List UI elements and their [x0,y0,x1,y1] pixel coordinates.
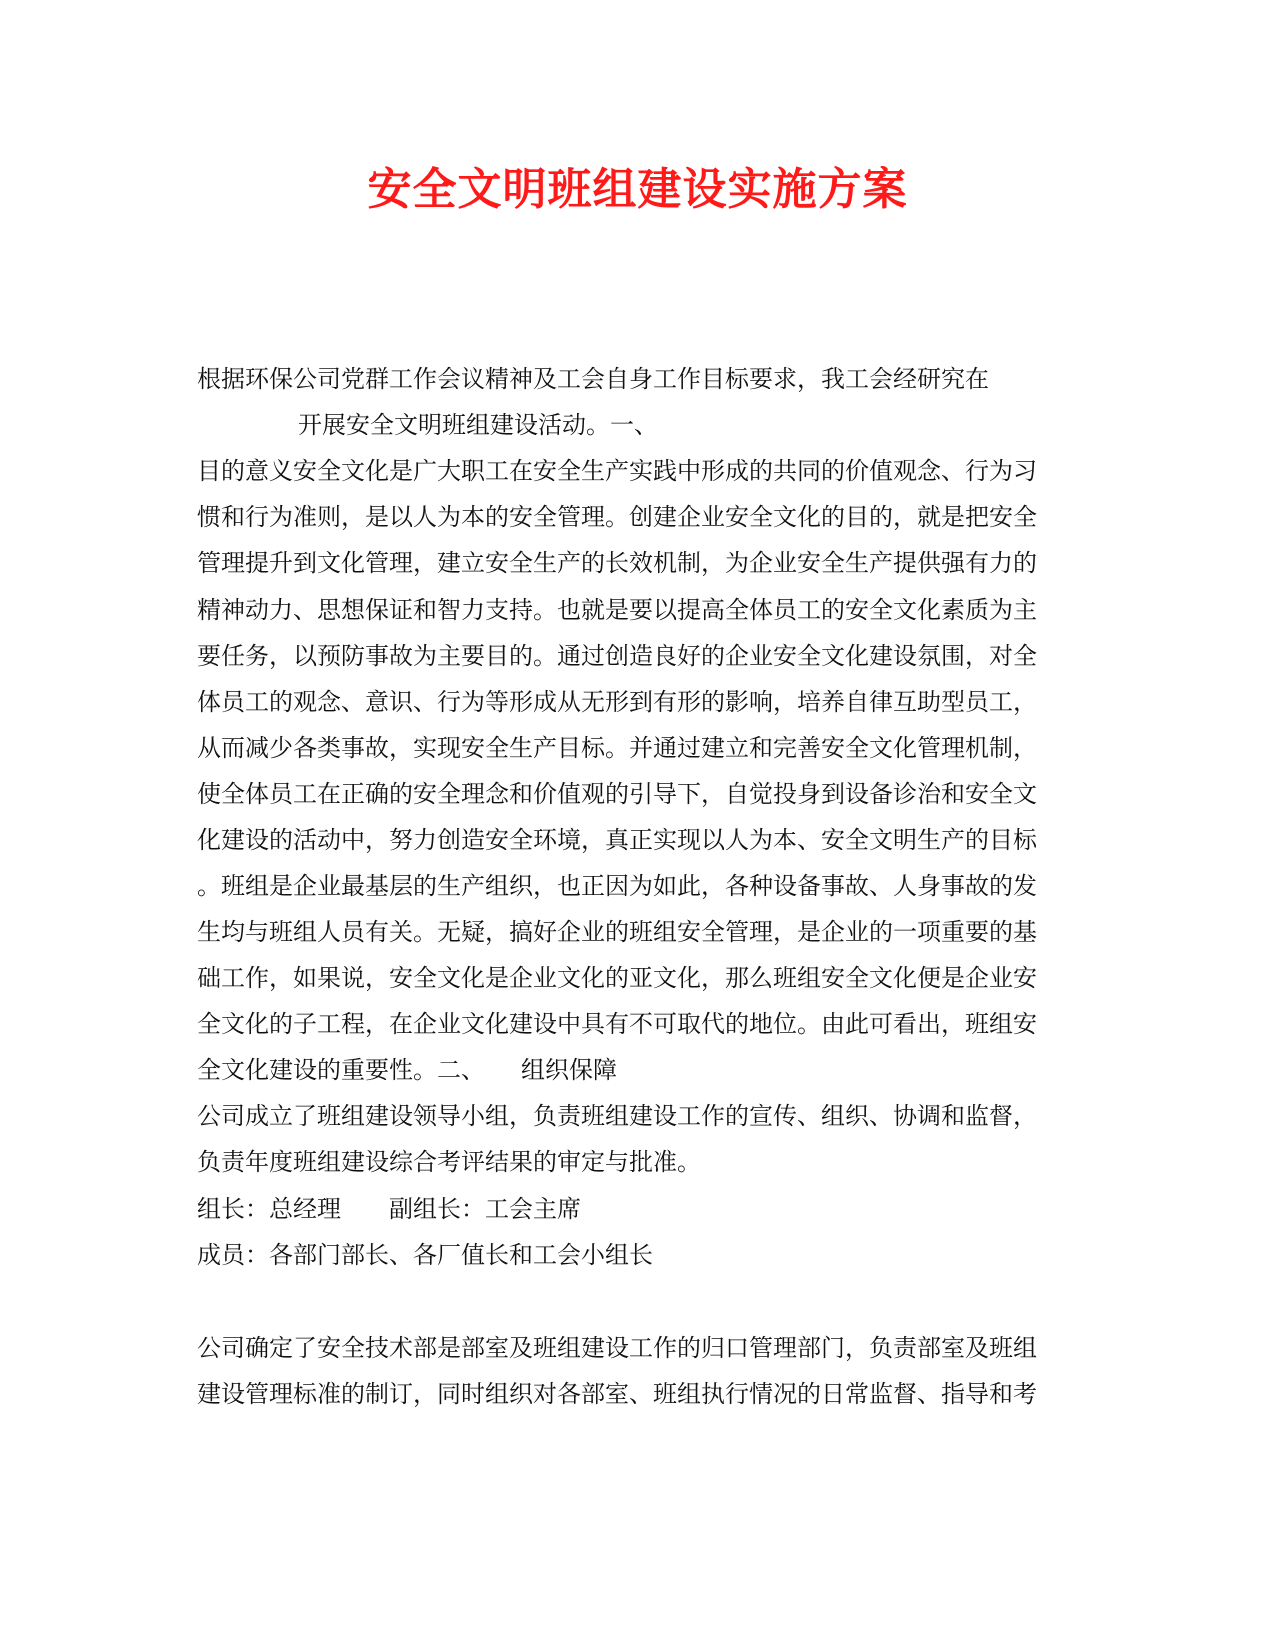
body-line-5: 管理提升到文化管理，建立安全生产的长效机制，为企业安全生产提供强有力的 [197,549,1037,577]
body-line-8: 体员工的观念、意识、行为等形成从无形到有形的影响，培养自律互助型员工， [197,688,1037,716]
body-line-22: 建设管理标准的制订，同时组织对各部室、班组执行情况的日常监督、指导和考 [197,1380,1037,1408]
body-line-7: 要任务，以预防事故为主要目的。通过创造良好的企业安全文化建设氛围，对全 [197,642,1037,670]
body-line-10: 使全体员工在正确的安全理念和价值观的引导下，自觉投身到设备诊治和安全文 [197,780,1037,808]
body-line-18: 负责年度班组建设综合考评结果的审定与批准。 [197,1148,701,1176]
section-heading-organization: 全文化建设的重要性。二、 组织保障 [197,1056,617,1084]
body-line-13: 生均与班组人员有关。无疑，搞好企业的班组安全管理，是企业的一项重要的基 [197,918,1037,946]
body-line-2: 开展安全文明班组建设活动。一、 [298,411,658,439]
body-line-4: 惯和行为准则，是以人为本的安全管理。创建企业安全文化的目的，就是把安全 [197,503,1037,531]
body-line-9: 从而减少各类事故，实现安全生产目标。并通过建立和完善安全文化管理机制， [197,734,1037,762]
leader-line: 组长：总经理 副组长：工会主席 [197,1195,581,1223]
body-line-3: 目的意义安全文化是广大职工在安全生产实践中形成的共同的价值观念、行为习 [197,457,1037,485]
body-line-15: 全文化的子工程，在企业文化建设中具有不可取代的地位。由此可看出，班组安 [197,1010,1037,1038]
document-title: 安全文明班组建设实施方案 [367,164,908,215]
body-line-21: 公司确定了安全技术部是部室及班组建设工作的归口管理部门，负责部室及班组 [197,1334,1037,1362]
body-line-1: 根据环保公司党群工作会议精神及工会自身工作目标要求，我工会经研究在 [197,365,989,393]
members-line: 成员：各部门部长、各厂值长和工会小组长 [197,1241,653,1269]
body-line-11: 化建设的活动中，努力创造安全环境，真正实现以人为本、安全文明生产的目标 [197,826,1037,854]
body-line-14: 础工作，如果说，安全文化是企业文化的亚文化，那么班组安全文化便是企业安 [197,964,1037,992]
body-line-12: 。班组是企业最基层的生产组织，也正因为如此，各种设备事故、人身事故的发 [197,872,1037,900]
body-line-17: 公司成立了班组建设领导小组，负责班组建设工作的宣传、组织、协调和监督， [197,1102,1037,1130]
body-line-6: 精神动力、思想保证和智力支持。也就是要以提高全体员工的安全文化素质为主 [197,596,1037,624]
